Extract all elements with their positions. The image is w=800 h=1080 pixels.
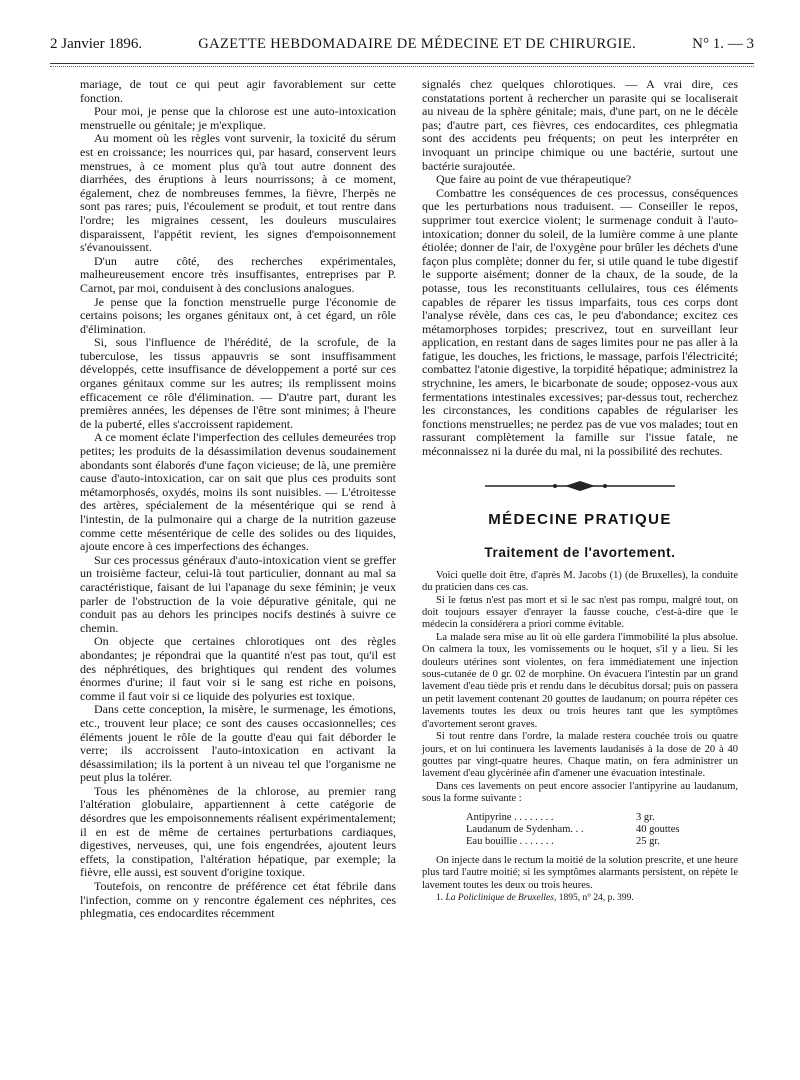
article-title: Traitement de l'avortement. xyxy=(484,545,676,561)
right-column xyxy=(422,78,738,906)
paragraph: On objecte que certaines chlorotiques ont des règles abondantes; je répondrai que la quantité n'est pas tout, qu'il est des néphrétiques, des brightiques qui rendent des volumes énormes d'urine; il faut voir si le sang est riche en poisons, comme il faut voir si ce liquide des polyuries est toxique. xyxy=(80,634,396,703)
paragraph: D'un autre côté, des recherches expérimentales, malheureusement encore très insuffisantes, entreprises par P. Carnot, par moi, conduisent à des conclusions analogues. xyxy=(80,253,396,295)
footnote-details: , 1895, n° 24, p. 399. xyxy=(553,892,634,903)
ingredient-dose: 25 gr. xyxy=(636,836,660,848)
paragraph: Si, sous l'influence de l'hérédité, de la scrofule, de la tuberculose, les tissus appauvris se sont insuffisamment développés, cette insuffisance de développement a porté sur ces organes génitaux comme sur les autres; ils remplissent moins efficacement ce rôle d'élimination. — D'autre part, durant les premières années, les dépenses de l'être sont minimes; à l'heure de la puberté, elles s'accroissent rapidement. xyxy=(80,335,396,431)
ingredient-name: Antipyrine . . . . . . . . xyxy=(466,811,554,823)
paragraph: Tous les phénomènes de la chlorose, au premier rang l'altération globulaire, appartiennent à cette catégorie de désordres que les empoisonnements réalisent expérimentalement; il en est de même de certaines perturbations cardiaques, digestives, nerveuses, qui, une fois engendrées, ajoutent leurs effets, la constipation, l'altération hépatique, par exemple; la fièvre, elle aussi, est souvent d'origine toxique. xyxy=(80,783,396,880)
paragraph: Que faire au point de vue thérapeutique? xyxy=(436,172,632,187)
formula-row xyxy=(466,812,738,824)
paragraph: signalés chez quelques chlorotiques. — A vrai dire, ces constatations portent à rechercher un parasite qui se localiserait au niveau de la sphère génitale; mais, d'une part, on ne le décèle pas; d'autre part, ces fièvres, ces endocardites, ces phlegmatia sont des accidents peu fréquents; on peut les interpréter en invoquant un principe chimique ou une bactérie, surtout une bactérie surajoutée. xyxy=(422,77,738,173)
article-paragraph: La malade sera mise au lit où elle gardera l'immobilité la plus absolue. On calmera la toux, les vomissements ou le hoquet, s'il y a lieu. Si les douleurs utérines sont violentes, on fera immédiatement une injection sous-cutanée de 0 gr. 02 de morphine. On évacuera l'intestin par un grand lavement d'eau tiède pris et rendu dans le décubitus dorsal; puis on passera un petit lavement contenant 20 gouttes de laudanum; on pourra répéter ces lavements toutes les deux ou trois heures tant que les symptômes d'avortement seront graves. xyxy=(422,631,738,730)
paragraph: Je pense que la fonction menstruelle purge l'économie de certains poisons; les organes génitaux ont, à cet égard, un rôle d'élimination. xyxy=(80,294,396,336)
running-header xyxy=(50,36,754,60)
paragraph: mariage, de tout ce qui peut agir favorablement sur cette fonction. xyxy=(80,77,396,105)
formula-row xyxy=(466,824,738,836)
article-closing xyxy=(422,855,738,892)
journal-title: GAZETTE HEBDOMADAIRE DE MÉDECINE ET DE CHIRURGIE. xyxy=(198,36,636,52)
section-title: MÉDECINE PRATIQUE xyxy=(488,510,672,528)
paragraph: Combattre les conséquences de ces processus, conséquences que les perturbations nous traduisent. — Conseiller le repos, supprimer tout exercice violent; le surmenage conduit à l'auto-intoxication; donner du soleil, de la lumière comme à une plante étiolée; donner de l'air, de l'oxygène pour brûler les déchets d'une façon plus complète; donner du fer, si utile quand le tube digestif le supporte aisément; donner de la chaux, de la soude, de la potasse, tous les reconstituants cellulaires, tous ces éléments capables de réparer les tissus imparfaits, tous ces corps dont l'analyse révèle, dans ces cas, le peu d'abondance; excitez ces métamorphoses torpides; prescrivez, tout en surveillant leur application, en restant dans de sages limites pour ne pas aller à la fatigue, les douches, les frictions, le massage, parfois l'électricité; combattez l'atonie digestive, la torpidité hépatique; administrez la strychnine, les amers, le bicarbonate de soude; opposez-vous aux fermentations intestinales excessives; par-dessus tout, recherchez les circonstances, les conditions capables de régulariser les fonctions menstruelles; ne perdez pas de vue vos malades; tout en rassurant complètement la famille sur l'issue fatale, ne méconnaissez ni la durée du mal, ni la possibilité des rechutes. xyxy=(422,185,738,459)
article-body xyxy=(422,570,738,806)
ingredient-name: Laudanum de Sydenham. . . xyxy=(466,823,584,835)
article-paragraph: Si tout rentre dans l'ordre, la malade restera couchée trois ou quatre jours, et on lui continuera les lavements laudanisés à la dose de 20 à 40 gouttes par vingt-quatre heures. Chaque matin, on fera administrer un lavement d'eau glycérinée afin d'amener une évacuation intestinale. xyxy=(422,731,738,780)
ornament-divider xyxy=(422,479,738,493)
footnote xyxy=(422,892,738,906)
ornament-icon xyxy=(485,479,675,493)
article-paragraph: Si le fœtus n'est pas mort et si le sac n'est pas rompu, malgré tout, on doit toujours essayer d'enrayer la fausse couche, c'est-à-dire que le médecin la considérera a priori comme évitable. xyxy=(422,594,738,631)
footnote-source: La Policlinique de Bruxelles xyxy=(445,892,554,903)
paragraph: Dans cette conception, la misère, le surmenage, les émotions, etc., trouvent leur place; ce sont des causes occasionnelles; ces éléments jouent le rôle de la goutte d'eau qui fait déborder le verre; ils accroissent l'auto-intoxication en activant la désassimilation; ils la portent à un niveau tel que l'organisme ne peut plus la tolérer. xyxy=(80,702,396,785)
left-column xyxy=(80,78,396,921)
header-rule xyxy=(50,63,754,64)
paragraph: Sur ces processus généraux d'auto-intoxication vient se greffer un troisième facteur, celui-là tout particulier, donnant au mal sa caractéristique, faisant de lui l'apanage du sexe féminin; je veux parler de l'obstruction de la voie dépurative génitale, qui ne conduit pas au dehors les principes nocifs destinés à suivre ce chemin. xyxy=(80,552,396,635)
page-number: N° 1. — 3 xyxy=(692,36,754,52)
closing-paragraph: On injecte dans le rectum la moitié de la solution prescrite, et une heure plus tard l'autre moitié; si les symptômes alarmants persistent, on répète le lavement toutes les deux ou trois heures. xyxy=(422,854,738,891)
article-paragraph: Voici quelle doit être, d'après M. Jacobs (1) (de Bruxelles), la conduite du praticien dans ces cas. xyxy=(422,569,738,594)
right-column-top-text xyxy=(422,78,738,459)
paragraph: Au moment où les règles vont survenir, la toxicité du sérum est en croissance; les nourrices qui, par hasard, conservent leurs menstrues, à ce moment plus qu'à tout autre donnent des diarrhées, des éruptions à leurs nourrissons; à ce moment, également, chez de nombreuses femmes, la fièvre, l'herpès ne sont pas rares; puis, l'écoulement se produit, et tout rentre dans l'ordre; les migraines cessent, les douleurs musculaires disparaissent, l'appétit revient, les signes d'empoisonnement s'évanouissent. xyxy=(80,131,396,255)
formula-row xyxy=(466,836,738,848)
paragraph: Toutefois, on rencontre de préférence cet état fébrile dans l'infection, comme on y rencontre également ces néphrites, ces phlegmatia, ces endocardites récemment xyxy=(80,879,396,921)
prescription-formula xyxy=(466,812,738,849)
article-paragraph: Dans ces lavements on peut encore associer l'antipyrine au laudanum, sous la forme suivante : xyxy=(422,780,738,805)
ingredient-dose: 40 gouttes xyxy=(636,823,680,835)
ingredient-name: Eau bouillie . . . . . . . xyxy=(466,836,554,848)
paragraph: Pour moi, je pense que la chlorose est une auto-intoxication menstruelle ou génitale; je m'explique. xyxy=(80,104,396,132)
footnote-number: 1. xyxy=(436,892,444,903)
paragraph: A ce moment éclate l'imperfection des cellules demeurées trop petites; les produits de la désassimilation devenus soudainement abondants sont élaborés d'une façon vicieuse; de là, une première cause d'auto-intoxication, car on sait que plus ces produits sont métamorphosés, oxydés, moins ils sont nuisibles. — L'étroitesse des artères, spécialement de la mésentérique qui se rend à l'intestin, de la pulmonaire qui a charge de la nutrition gazeuse comme cette mésentérique de celle des solides ou des liquides, ajoute encore à ces imperfections des échanges. xyxy=(80,430,396,554)
ingredient-dose: 3 gr. xyxy=(636,811,655,823)
header-dotted-rule xyxy=(50,66,754,67)
issue-date: 2 Janvier 1896. xyxy=(50,36,143,52)
